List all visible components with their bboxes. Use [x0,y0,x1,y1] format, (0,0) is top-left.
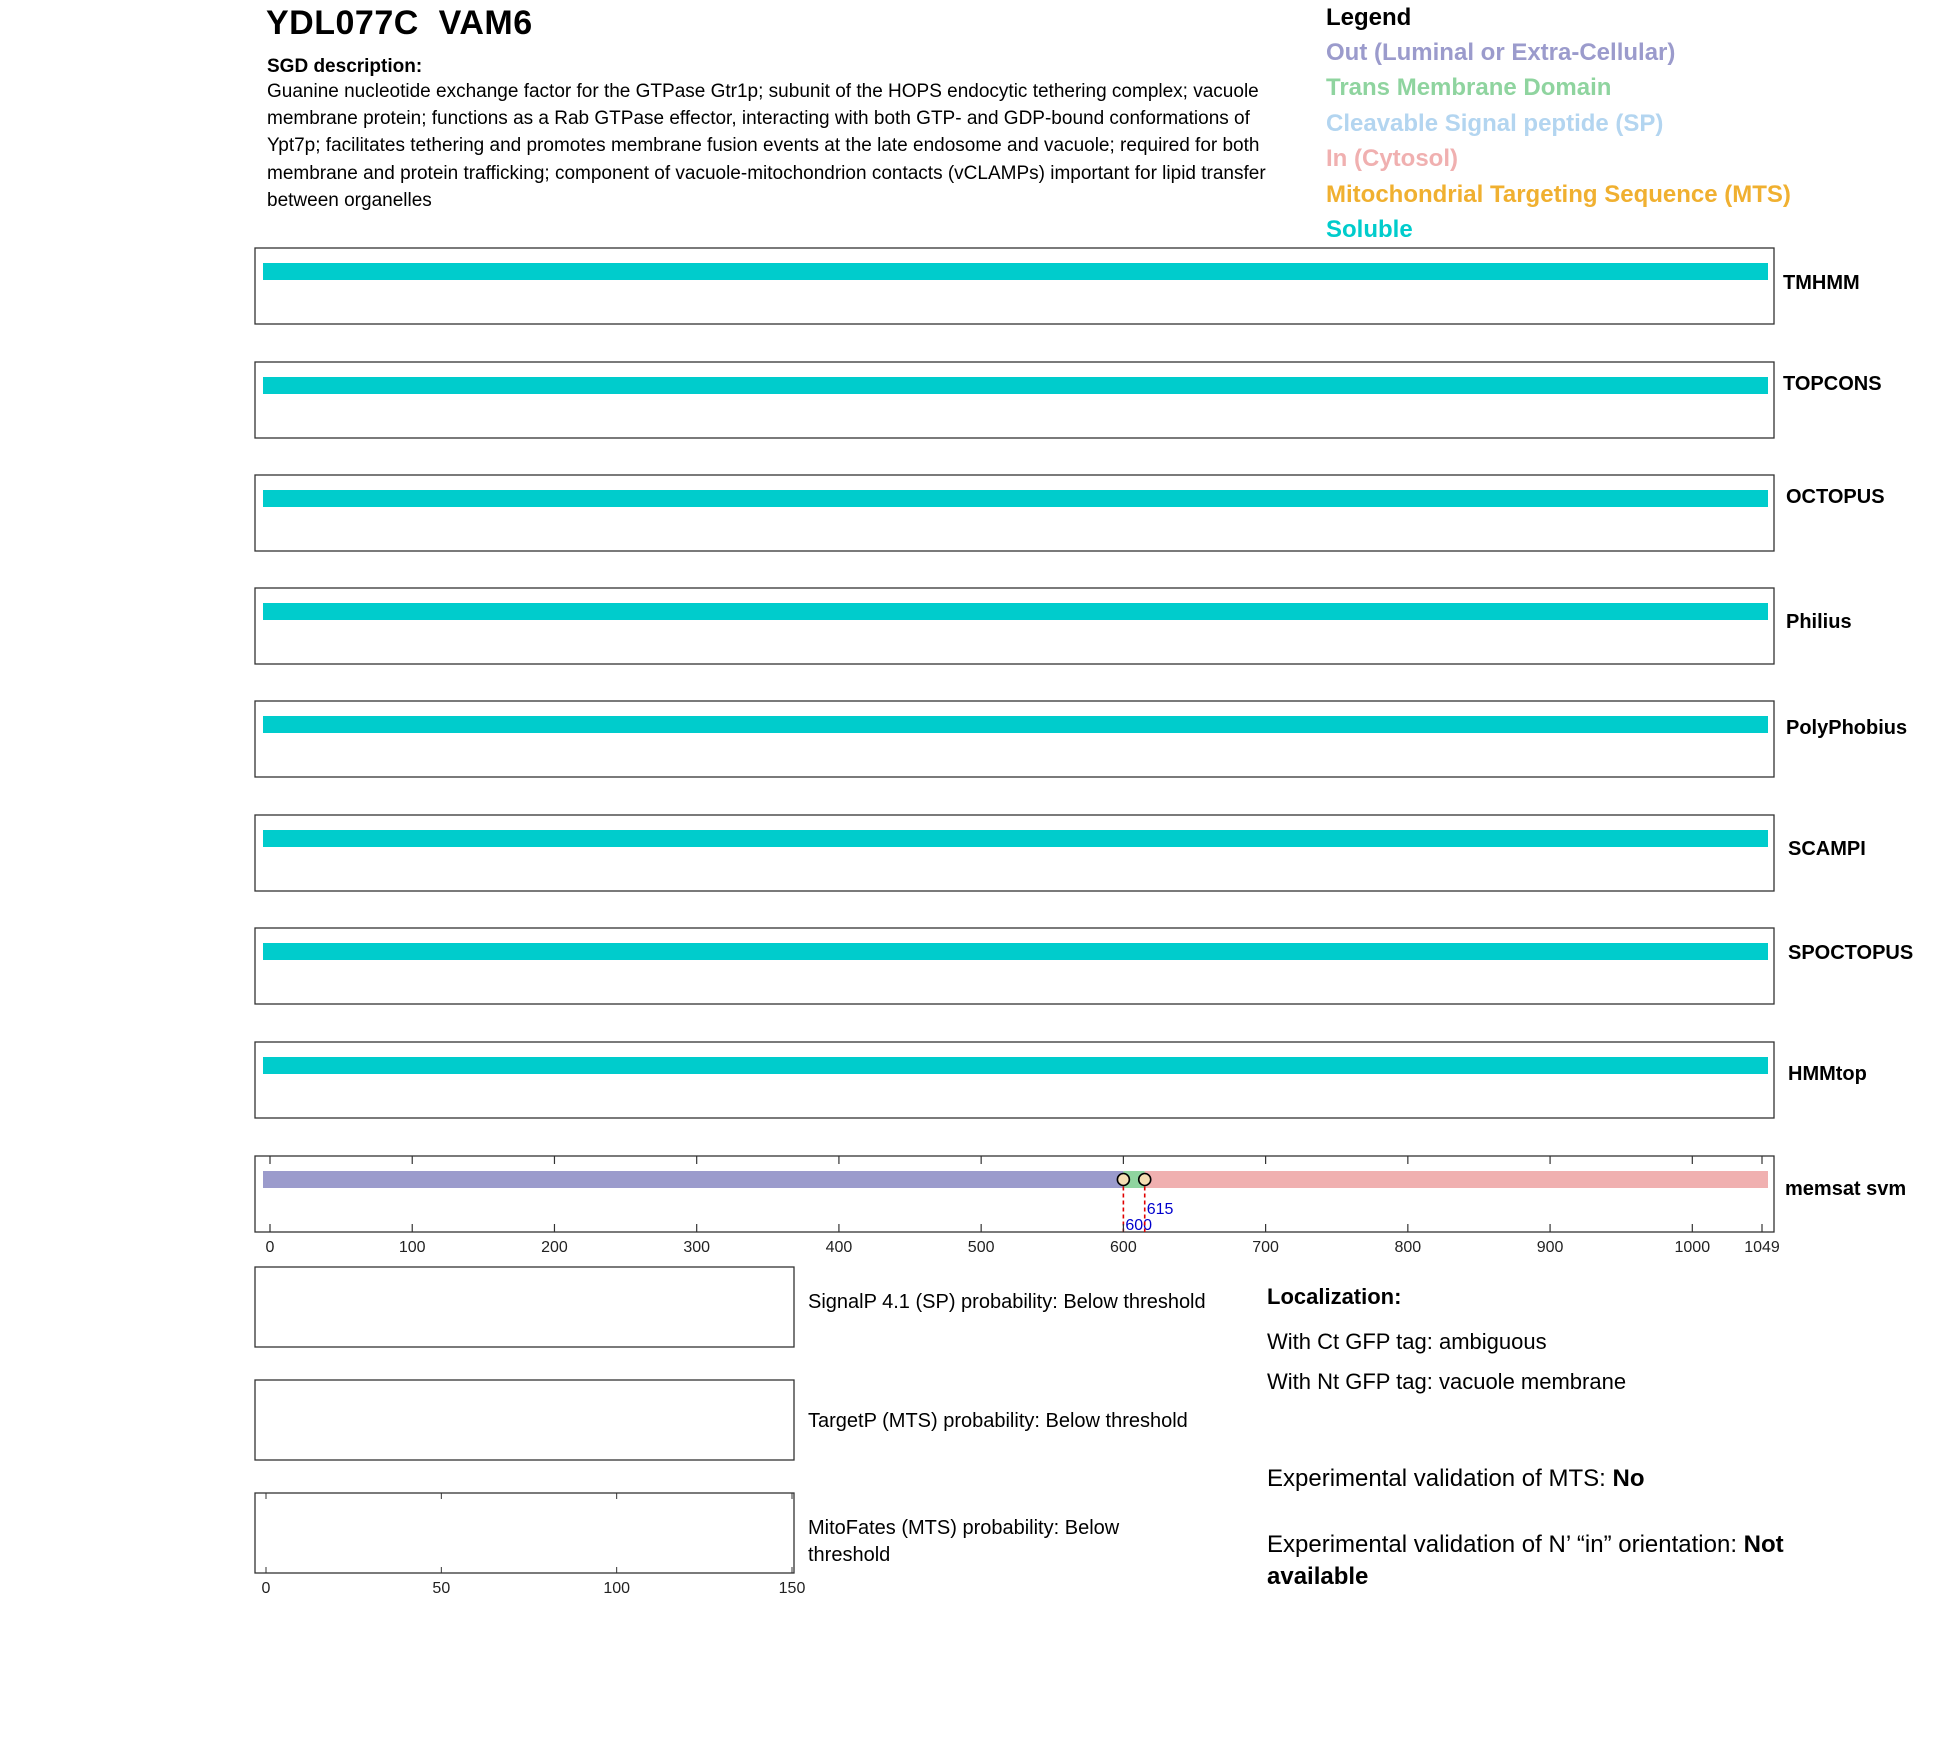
experimental-nin [1267,1529,1867,1593]
gene-title: YDL077C VAM6 [266,4,533,42]
signalp-probability-text: SignalP 4.1 (SP) probability: Below threshold [808,1291,1206,1313]
experimental-nin-value: Not available [1267,1531,1784,1590]
localization-ct-gfp: With Ct GFP tag: ambiguous [1267,1329,1547,1354]
track-label-philius: Philius [1786,611,1852,633]
track-label-polyphobius: PolyPhobius [1786,717,1908,739]
track-segment [1145,1171,1768,1188]
probability-panel-2 [255,1380,794,1460]
track-frame [255,701,1774,777]
legend-item-mts: Mitochondrial Targeting Sequence (MTS) [1326,181,1791,208]
track-label-spoctopus: SPOCTOPUS [1788,942,1914,964]
track-label-tmhmm: TMHMM [1783,272,1860,294]
prob-axis-tick-label: 50 [432,1580,451,1597]
track-philius [255,588,1774,664]
track-memsat-svm [255,1156,1774,1234]
track-frame [255,248,1774,324]
probability-panels-layer [255,1267,805,1597]
mitofates-probability-text: MitoFates (MTS) probability: Below threshold [808,1517,1120,1566]
track-hmmtop [255,1042,1774,1118]
track-label-octopus: OCTOPUS [1786,486,1885,508]
track-frame [255,928,1774,1004]
track-tmhmm [255,248,1774,324]
axis-tick-label: 600 [1110,1239,1137,1256]
track-frame [255,362,1774,438]
track-segment [263,830,1768,847]
boundary-marker-circle [1139,1174,1151,1186]
track-topcons [255,362,1774,438]
tracks-layer [255,248,1774,1234]
track-label-scampi: SCAMPI [1788,838,1866,860]
axis-tick-label: 300 [683,1239,711,1256]
experimental-mts-value: No [1612,1465,1645,1492]
legend-item-out: Out (Luminal or Extra-Cellular) [1326,39,1676,66]
probability-panel-3 [255,1493,794,1573]
prob-axis-tick-label: 150 [778,1580,806,1597]
boundary-marker-label: 615 [1146,1201,1174,1218]
track-frame [255,475,1774,551]
axis-tick-label: 400 [825,1239,853,1256]
probability-panels [0,1250,830,1620]
legend-title: Legend [1326,4,1412,31]
legend-item-tm: Trans Membrane Domain [1326,74,1612,101]
track-spoctopus [255,928,1774,1004]
axis-tick-label: 0 [265,1239,275,1256]
track-segment [263,490,1768,507]
prob-axis-tick-label: 0 [261,1580,271,1597]
sgd-description-label: SGD description: [267,56,423,77]
track-frame [255,588,1774,664]
legend-item-soluble: Soluble [1326,216,1413,243]
axis-tick-label: 1000 [1674,1239,1711,1256]
experimental-mts [1267,1463,1867,1495]
localization-title: Localization: [1267,1284,1402,1309]
legend-item-in: In (Cytosol) [1326,145,1458,172]
track-polyphobius [255,701,1774,777]
track-frame [255,1042,1774,1118]
axis-tick-label: 800 [1394,1239,1422,1256]
targetp-probability-text: TargetP (MTS) probability: Below threshold [808,1410,1188,1432]
track-segment [263,377,1768,394]
axis-tick-label: 1049 [1744,1239,1780,1256]
probability-panel-1 [255,1267,794,1347]
axis-tick-label: 200 [541,1239,568,1256]
track-scampi [255,815,1774,891]
track-label-topcons: TOPCONS [1783,373,1882,395]
track-label-hmmtop: HMMtop [1788,1063,1867,1085]
sgd-description-text: Guanine nucleotide exchange factor for the GTPase Gtr1p; subunit of the HOPS endocytic tethering complex; vacuole membrane protein; functions as a Rab GTPase effector, interacting with both GTP- and GDP-bound conformations of Ypt7p; facilitates tethering and promotes membrane fusion events at the late endosome and vacuole; required for both membrane and protein trafficking; component of vacuole-mitochondrion contacts (vCLAMPs) important for lipid transfer between organelles [267,81,1266,211]
track-frame [255,1156,1774,1232]
prob-axis-tick-label: 100 [603,1580,631,1597]
legend-item-sp: Cleavable Signal peptide (SP) [1326,110,1664,137]
boundary-marker-label: 600 [1125,1217,1153,1234]
track-segment [263,943,1768,960]
axis-tick-label: 500 [967,1239,995,1256]
track-segment [263,716,1768,733]
track-segment [263,1057,1768,1074]
axis-tick-label: 700 [1252,1239,1279,1256]
experimental-nin-label: Experimental validation of N’ “in” orientation: [1267,1531,1744,1558]
track-octopus [255,475,1774,551]
axis-tick-label: 900 [1536,1239,1564,1256]
boundary-marker-circle [1117,1174,1129,1186]
track-frame [255,815,1774,891]
axis-tick-label: 100 [398,1239,426,1256]
track-segment [263,603,1768,620]
localization-nt-gfp: With Nt GFP tag: vacuole membrane [1267,1369,1627,1394]
track-segment [263,263,1768,280]
experimental-mts-label: Experimental validation of MTS: [1267,1465,1613,1492]
track-label-memsat: memsat svm [1785,1178,1907,1200]
track-segment [263,1171,1123,1188]
